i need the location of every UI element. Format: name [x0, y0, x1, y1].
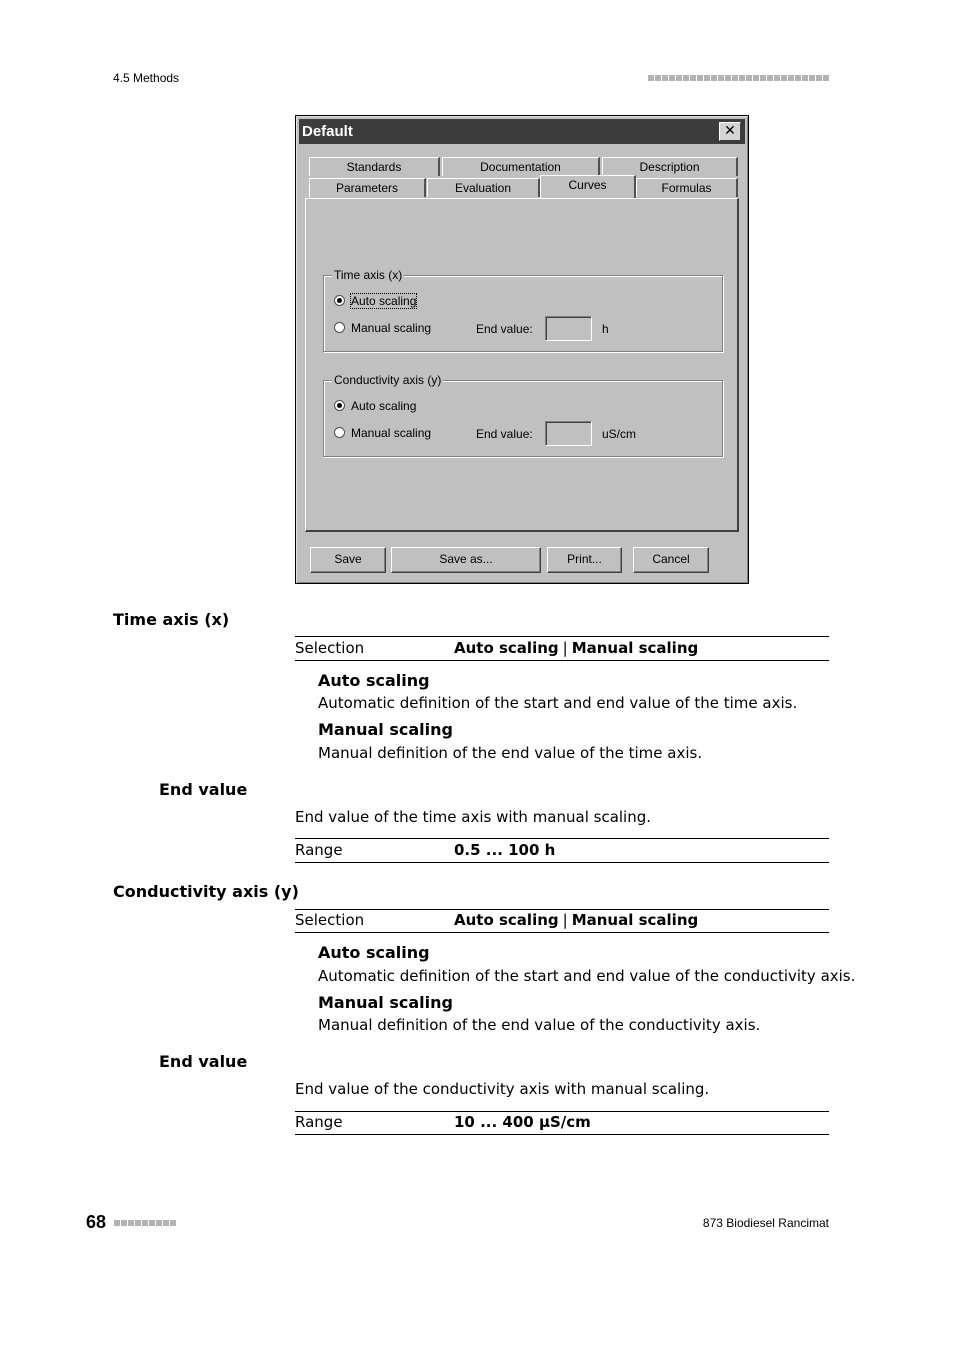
- save-as-button[interactable]: Save as...: [391, 547, 541, 573]
- time-auto-scaling-label: Auto scaling: [351, 294, 417, 308]
- time-selection-opt2: Manual scaling: [571, 639, 699, 657]
- cond-selection-key: Selection: [295, 911, 365, 929]
- time-range-key: Range: [295, 841, 343, 859]
- decoration-dot: [648, 75, 654, 81]
- time-manual-scaling-name: Manual scaling: [318, 720, 453, 739]
- table-rule: [295, 636, 829, 637]
- running-header-section: 4.5 Methods: [113, 71, 180, 85]
- tab-standards[interactable]: Standards: [309, 157, 440, 176]
- decoration-dot: [725, 75, 731, 81]
- decoration-dot: [753, 75, 759, 81]
- cond-auto-scaling-name: Auto scaling: [318, 943, 430, 962]
- tab-description[interactable]: Description: [602, 157, 738, 176]
- decoration-dot: [823, 75, 829, 81]
- cond-manual-scaling-radio[interactable]: [334, 426, 431, 440]
- cond-range-value: 10 ... 400 µS/cm: [454, 1113, 591, 1131]
- decoration-dot: [711, 75, 717, 81]
- conductivity-axis-heading: Conductivity axis (y): [113, 882, 299, 901]
- decoration-dot: [774, 75, 780, 81]
- cond-selection-opt2: Manual scaling: [571, 911, 699, 929]
- decoration-dot: [739, 75, 745, 81]
- decoration-dot: [142, 1220, 148, 1226]
- footer-decoration-dots: [114, 1220, 177, 1227]
- header-decoration-dots: [648, 75, 830, 82]
- decoration-dot: [156, 1220, 162, 1226]
- cancel-button[interactable]: Cancel: [633, 547, 709, 573]
- decoration-dot: [655, 75, 661, 81]
- decoration-dot: [767, 75, 773, 81]
- decoration-dot: [802, 75, 808, 81]
- tab-documentation[interactable]: Documentation: [442, 157, 600, 176]
- decoration-dot: [676, 75, 682, 81]
- table-rule: [295, 838, 829, 839]
- table-rule: [295, 660, 829, 661]
- cond-end-value-input[interactable]: [545, 421, 592, 446]
- cond-end-value-desc: End value of the conductivity axis with manual scaling.: [295, 1080, 710, 1098]
- conductivity-axis-group-label: Conductivity axis (y): [334, 373, 442, 387]
- tab-formulas[interactable]: Formulas: [636, 178, 738, 197]
- selection-separator: |: [562, 911, 568, 929]
- time-axis-group: [323, 268, 723, 352]
- radio-unselected-icon: [334, 322, 345, 333]
- table-rule: [295, 932, 829, 933]
- cond-auto-scaling-desc: Automatic definition of the start and end value of the conductivity axis.: [318, 967, 856, 985]
- decoration-dot: [697, 75, 703, 81]
- time-manual-scaling-label: Manual scaling: [351, 321, 432, 335]
- footer-product-name: 873 Biodiesel Rancimat: [702, 1216, 829, 1230]
- decoration-dot: [732, 75, 738, 81]
- time-end-value-label: End value:: [476, 322, 533, 336]
- time-selection-key: Selection: [295, 639, 365, 657]
- decoration-dot: [795, 75, 801, 81]
- time-auto-scaling-radio[interactable]: [334, 294, 416, 308]
- time-axis-heading: Time axis (x): [113, 610, 230, 629]
- decoration-dot: [683, 75, 689, 81]
- time-selection-opt1: Auto scaling: [454, 639, 559, 657]
- decoration-dot: [781, 75, 787, 81]
- cond-end-value-label: End value:: [476, 427, 533, 441]
- decoration-dot: [149, 1220, 155, 1226]
- page-number: 68: [86, 1212, 107, 1232]
- decoration-dot: [170, 1220, 176, 1226]
- dialog-title: Default: [302, 123, 353, 140]
- decoration-dot: [121, 1220, 127, 1226]
- time-end-value-heading: End value: [159, 780, 248, 799]
- close-icon: ✕: [724, 123, 736, 139]
- tab-evaluation[interactable]: Evaluation: [427, 178, 540, 197]
- print-button[interactable]: Print...: [547, 547, 622, 573]
- decoration-dot: [114, 1220, 120, 1226]
- decoration-dot: [135, 1220, 141, 1226]
- time-range-value: 0.5 ... 100 h: [454, 841, 556, 859]
- dialog-titlebar: [299, 119, 745, 144]
- cond-unit-label: uS/cm: [602, 427, 637, 441]
- time-selection-values: [454, 639, 698, 657]
- time-auto-scaling-desc: Automatic definition of the start and end value of the time axis.: [318, 694, 798, 712]
- save-button[interactable]: Save: [310, 547, 386, 573]
- decoration-dot: [163, 1220, 169, 1226]
- table-rule: [295, 862, 829, 863]
- time-manual-scaling-desc: Manual definition of the end value of the time axis.: [318, 744, 703, 762]
- time-axis-group-label: Time axis (x): [334, 268, 403, 282]
- cond-range-key: Range: [295, 1113, 343, 1131]
- decoration-dot: [669, 75, 675, 81]
- time-end-value-input[interactable]: [545, 316, 592, 341]
- time-unit-label: h: [602, 322, 609, 336]
- tab-parameters[interactable]: Parameters: [309, 178, 426, 197]
- decoration-dot: [704, 75, 710, 81]
- time-auto-scaling-name: Auto scaling: [318, 671, 430, 690]
- cond-auto-scaling-radio[interactable]: [334, 399, 416, 413]
- decoration-dot: [128, 1220, 134, 1226]
- radio-selected-icon: [334, 400, 345, 411]
- decoration-dot: [760, 75, 766, 81]
- cond-manual-scaling-desc: Manual definition of the end value of the conductivity axis.: [318, 1016, 761, 1034]
- conductivity-axis-group: [323, 373, 723, 457]
- decoration-dot: [718, 75, 724, 81]
- radio-unselected-icon: [334, 427, 345, 438]
- table-rule: [295, 1134, 829, 1135]
- cond-end-value-heading: End value: [159, 1052, 248, 1071]
- close-button[interactable]: [719, 122, 741, 141]
- cond-selection-opt1: Auto scaling: [454, 911, 559, 929]
- cond-manual-scaling-label: Manual scaling: [351, 426, 432, 440]
- selection-separator: |: [562, 639, 568, 657]
- cond-manual-scaling-name: Manual scaling: [318, 993, 453, 1012]
- default-dialog: [295, 115, 749, 584]
- decoration-dot: [809, 75, 815, 81]
- tab-curves[interactable]: Curves: [540, 175, 636, 198]
- decoration-dot: [690, 75, 696, 81]
- decoration-dot: [816, 75, 822, 81]
- table-rule: [295, 909, 829, 910]
- cond-selection-values: [454, 911, 698, 929]
- cond-auto-scaling-label: Auto scaling: [351, 399, 417, 413]
- table-rule: [295, 1111, 829, 1112]
- decoration-dot: [788, 75, 794, 81]
- time-end-value-desc: End value of the time axis with manual scaling.: [295, 808, 652, 826]
- radio-selected-icon: [334, 295, 345, 306]
- time-manual-scaling-radio[interactable]: [334, 321, 431, 335]
- decoration-dot: [746, 75, 752, 81]
- curves-tab-panel: [305, 198, 739, 532]
- decoration-dot: [662, 75, 668, 81]
